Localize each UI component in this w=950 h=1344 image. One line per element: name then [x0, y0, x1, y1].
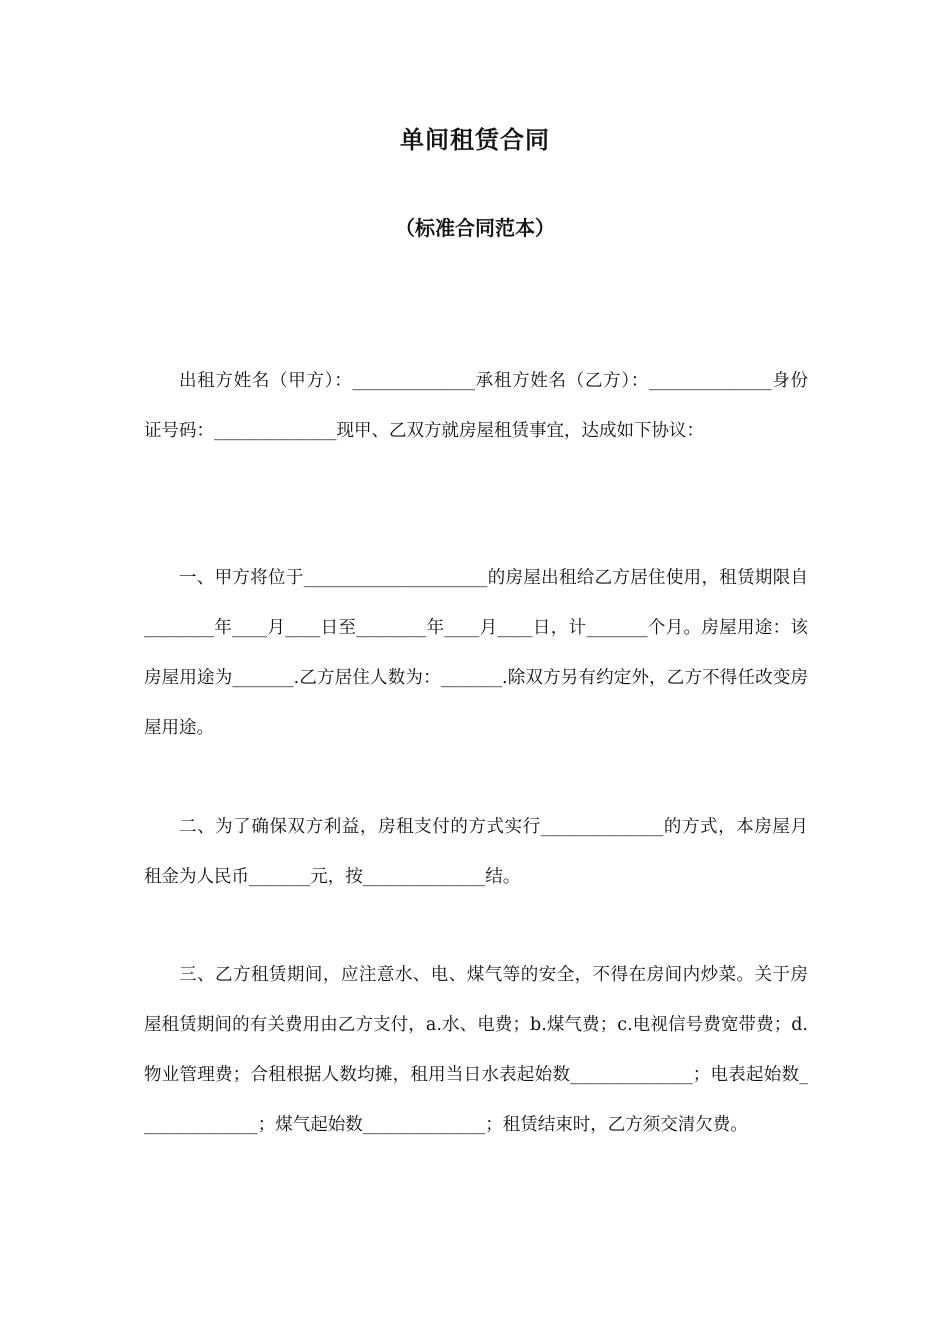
document-subtitle: （标准合同范本）	[395, 216, 555, 240]
document-title: 单间租赁合同	[400, 126, 550, 154]
clause-1-paragraph: 一、甲方将位于_____________________的房屋出租给乙方居住使用，租赁期限自________年____月____日至________年____月____日，计_______个月。房屋用途：该房屋用途为_______.乙方居住人数为：_______.除双方另有约定外，乙方不得任改变房屋用途。	[144, 568, 808, 738]
parties-paragraph: 出租方姓名（甲方）：______________承租方姓名（乙方）：______________身份证号码：______________现甲、乙双方就房屋租赁事宜，达成如下协议：	[144, 371, 808, 441]
clause-2-paragraph: 二、为了确保双方利益，房租支付的方式实行______________的方式，本房屋月租金为人民币_______元，按______________结。	[144, 817, 808, 887]
clause-3-paragraph: 三、乙方租赁期间，应注意水、电、煤气等的安全，不得在房间内炒菜。关于房屋租赁期间的有关费用由乙方支付，a.水、电费；b.煤气费；c.电视信号费宽带费；d.物业管理费；合租根据人数均摊，租用当日水表起始数______________；电表起始数______________；煤气起始数______________；租赁结束时，乙方须交清欠费。	[144, 965, 808, 1135]
